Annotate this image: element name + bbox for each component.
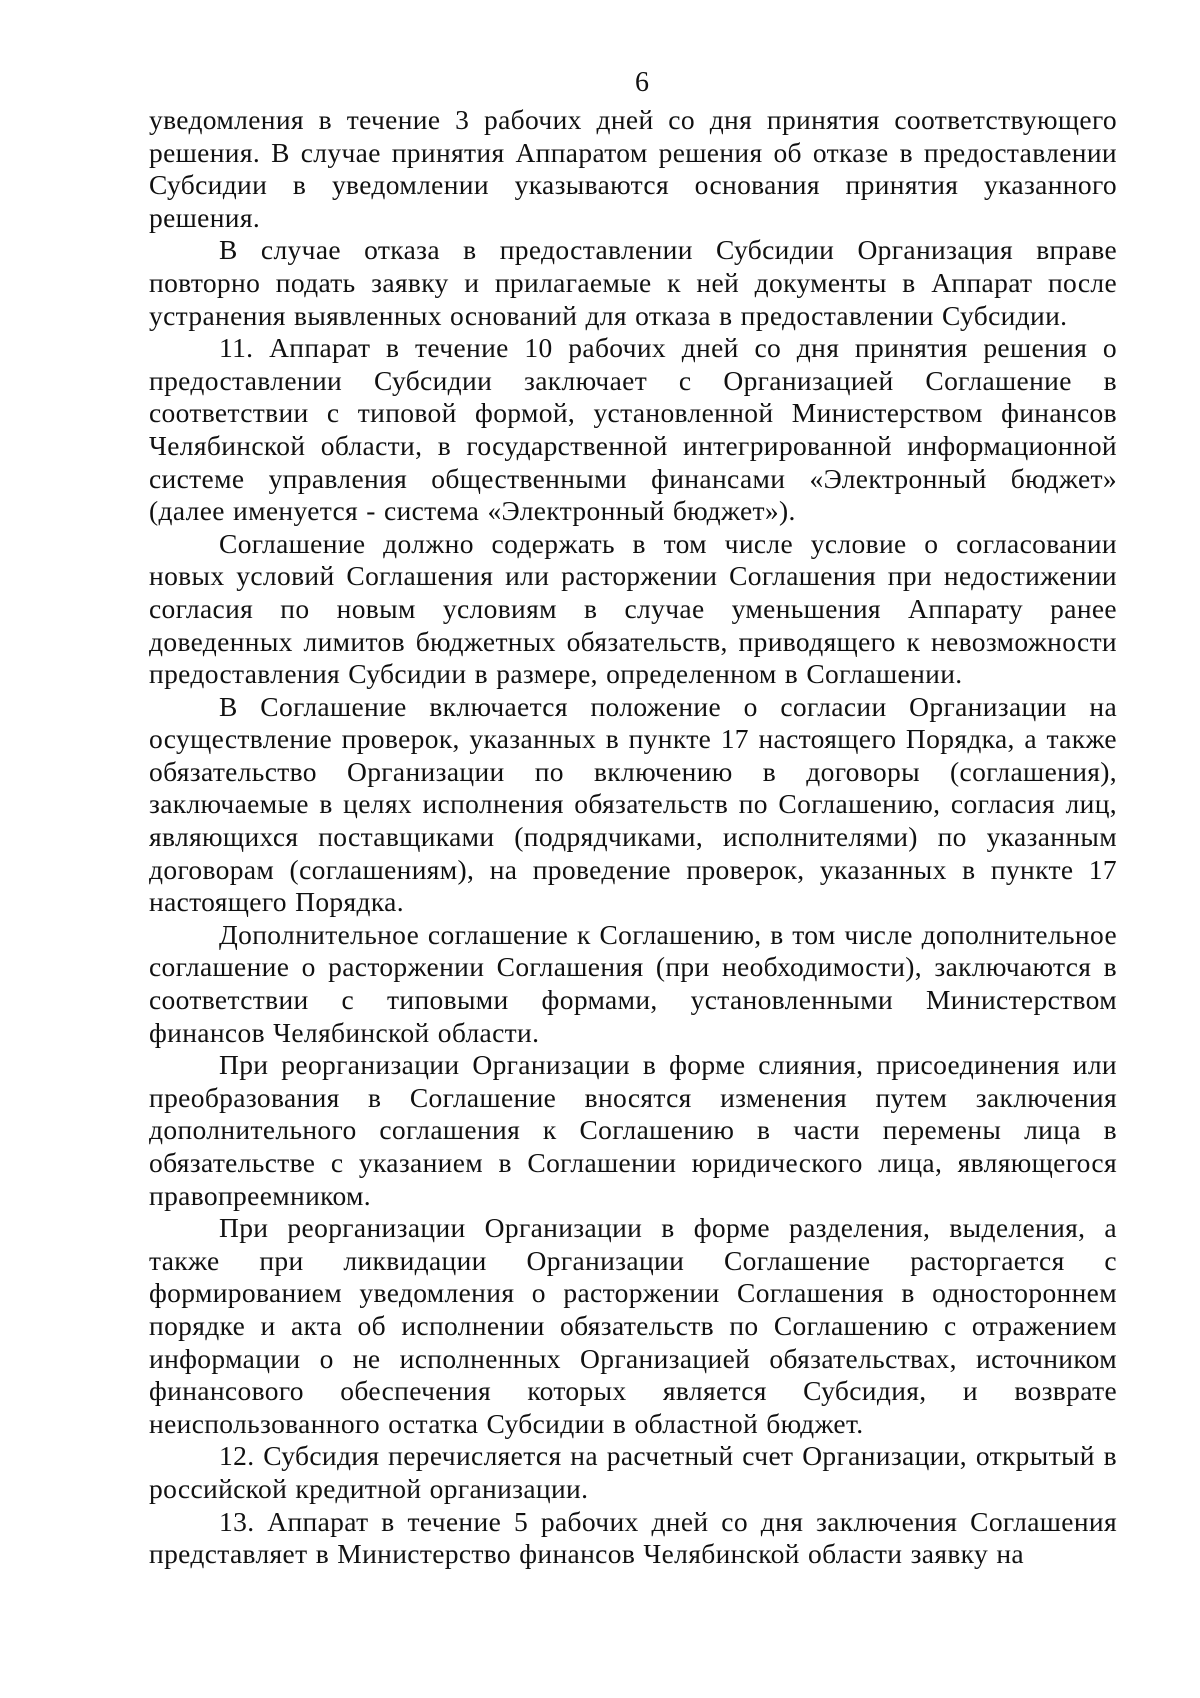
paragraph-refusal-resubmission: В случае отказа в предоставлении Субсидии Организация вправе повторно подать заявку и прилагаемые к ней документы в Аппарат после устранения выявленных оснований для отказа в предоставлении Субсидии. [149, 234, 1117, 331]
paragraph-item-12: 12. Субсидия перечисляется на расчетный счет Организации, открытый в российской кредитной организации. [149, 1440, 1117, 1504]
paragraph-agreement-conditions: Соглашение должно содержать в том числе условие о согласовании новых условий Соглашения или расторжении Соглашения при недостижении согласия по новым условиям в случае уменьшения Аппарату ранее доведенных лимитов бюджетных обязательств, приводящего к невозможности предоставления Субсидии в размере, определенном в Соглашении. [149, 527, 1117, 690]
paragraph-additional-agreement: Дополнительное соглашение к Соглашению, в том числе дополнительное соглашение о расторжении Соглашения (при необходимости), заключаются в соответствии с типовыми формами, установленными Министерством финансов Челябинской области. [149, 918, 1117, 1048]
paragraph-item-11: 11. Аппарат в течение 10 рабочих дней со дня принятия решения о предоставлении Субсидии заключает с Организацией Соглашение в соответствии с типовой формой, установленной Министерством финансов Челябинской области, в государственной интегрированной информационной системе управления общественными финансами «Электронный бюджет» (далее именуется - система «Электронный бюджет»). [149, 332, 1117, 527]
paragraph-reorganization-merger: При реорганизации Организации в форме слияния, присоединения или преобразования в Соглашение вносятся изменения путем заключения дополнительного соглашения к Соглашению в части перемены лица в обязательстве с указанием в Соглашении юридического лица, являющегося правопреемником. [149, 1049, 1117, 1211]
document-page [149, 62, 1117, 1571]
paragraph-item-13: 13. Аппарат в течение 5 рабочих дней со дня заключения Соглашения представляет в Министерство финансов Челябинской области заявку на [149, 1505, 1117, 1570]
paragraph-reorganization-division: При реорганизации Организации в форме разделения, выделения, а также при ликвидации Организации Соглашение расторгается с формированием уведомления о расторжении Соглашения в одностороннем порядке и акта об исполнении обязательств по Соглашению с отражением информации о не исполненных Организацией обязательствах, источником финансового обеспечения которых является Субсидия, и возврате неиспользованного остатка Субсидии в областной бюджет. [149, 1212, 1117, 1439]
page-number: 6 [635, 67, 649, 98]
paragraph-inspections-consent: В Соглашение включается положение о согласии Организации на осуществление проверок, указанных в пункте 17 настоящего Порядка, а также обязательство Организации по включению в договоры (соглашения), заключаемые в целях исполнения обязательств по Соглашению, согласия лиц, являющихся поставщиками (подрядчиками, исполнителями) по указанным договорам (соглашениям), на проведение проверок, указанных в пункте 17 настоящего Порядка. [149, 690, 1117, 918]
paragraph-notification-continuation: уведомления в течение 3 рабочих дней со дня принятия соответствующего решения. В случае принятия Аппаратом решения об отказе в предоставлении Субсидии в уведомлении указываются основания принятия указанного решения. [149, 104, 1117, 233]
